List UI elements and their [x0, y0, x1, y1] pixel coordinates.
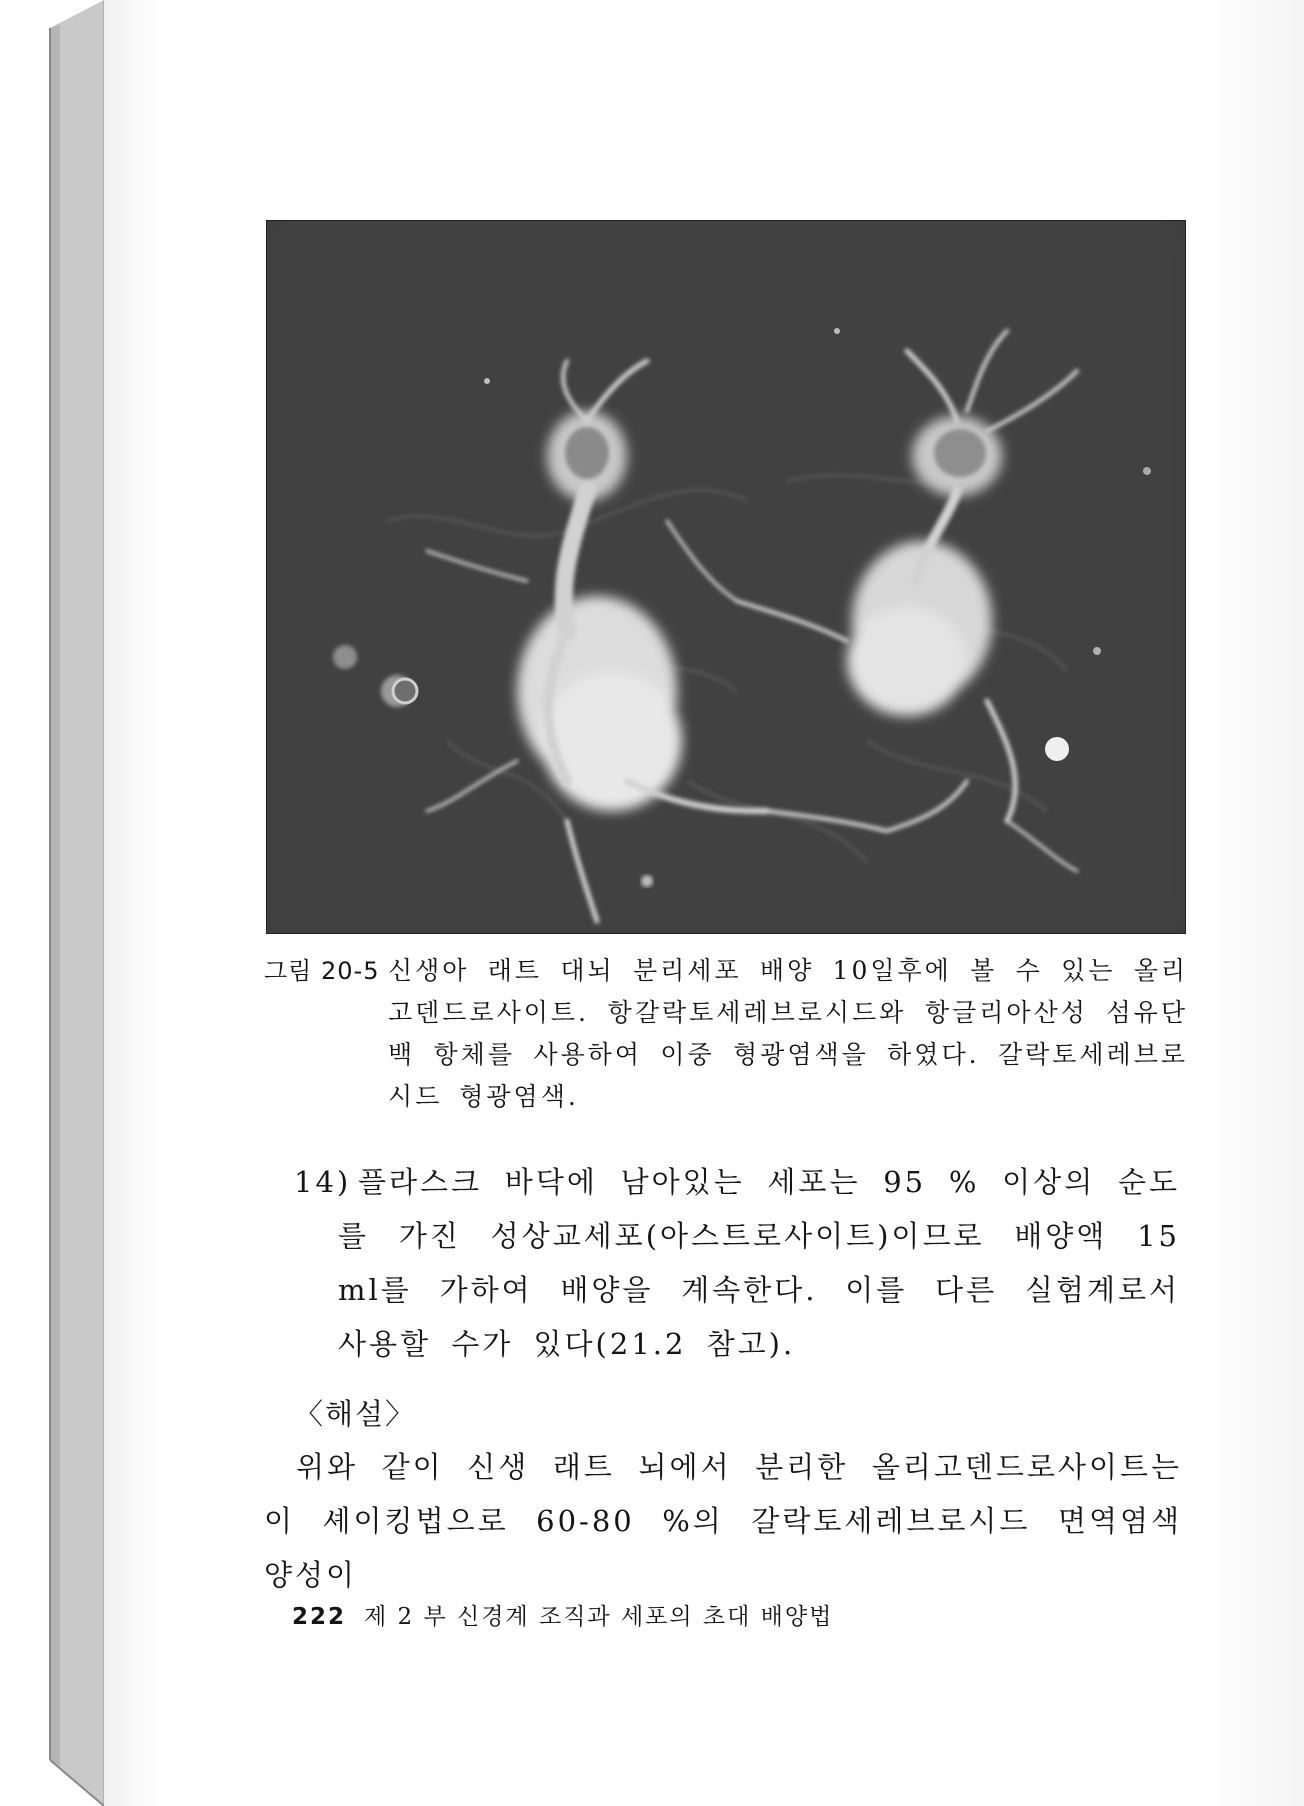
page-footer: [292, 1598, 833, 1631]
fluorescence-micrograph: [266, 220, 1186, 934]
figure-caption-text: 신생아 래트 대뇌 분리세포 배양 10일후에 볼 수 있는 올리고덴드로사이트. 항갈락토세레브로시드와 항글리아산성 섬유단백 항체를 사용하여 이중 형광염색을 하였다. 갈락토세레브로시드 형광염색.: [388, 956, 1188, 1111]
micrograph-image: [267, 221, 1185, 933]
commentary-heading: 〈해설〉: [294, 1397, 417, 1431]
step-text: 플라스크 바닥에 남아있는 세포는 95 % 이상의 순도를 가진 성상교세포(아스트로사이트)이므로 배양액 15 ml를 가하여 배양을 계속한다. 이를 다른 실험계로서 사용할 수가 있다(21.2 참고).: [338, 1165, 1180, 1361]
running-title: 제 2 부 신경계 조직과 세포의 초대 배양법: [364, 1604, 834, 1630]
page-number: 222: [292, 1604, 347, 1630]
book-page: [104, 0, 1304, 1806]
commentary-text: 위와 같이 신생 래트 뇌에서 분리한 올리고덴드로사이트는 이 셰이킹법으로 60-80 %의 갈락토세레브로시드 면역염색 양성이: [264, 1450, 1182, 1592]
step-number: 14): [294, 1165, 352, 1199]
figure-label: 그림 20-5: [264, 957, 380, 985]
